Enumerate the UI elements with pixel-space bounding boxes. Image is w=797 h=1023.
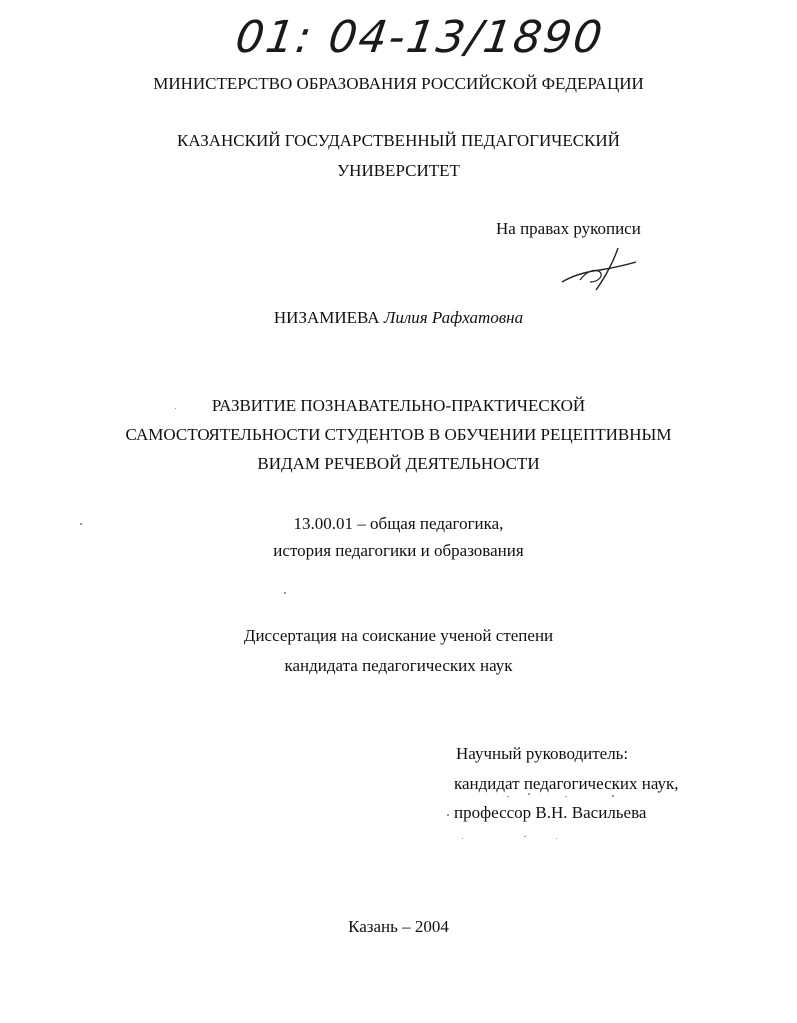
manuscript-rights-note: На правах рукописи xyxy=(496,219,641,238)
thesis-title-line3: ВИДАМ РЕЧЕВОЙ ДЕЯТЕЛЬНОСТИ xyxy=(257,454,540,473)
signature-icon xyxy=(560,246,640,292)
scan-speck xyxy=(565,796,567,797)
scan-speck xyxy=(80,523,82,525)
scan-speck xyxy=(507,796,509,797)
scan-speck xyxy=(556,838,557,839)
specialty-line2: история педагогики и образования xyxy=(273,541,524,560)
dissertation-type-line2: кандидата педагогических наук xyxy=(284,656,513,675)
city-and-year: Казань – 2004 xyxy=(348,917,449,936)
author-given-name: Лилия Рафхатовна xyxy=(383,308,524,327)
scan-speck xyxy=(462,838,463,839)
scan-speck xyxy=(175,408,176,409)
scan-speck xyxy=(528,793,530,795)
supervisor-label: Научный руководитель: xyxy=(456,744,629,763)
scan-speck xyxy=(612,795,614,797)
supervisor-degree: кандидат педагогических наук, xyxy=(454,774,679,793)
dissertation-type-line1: Диссертация на соискание ученой степени xyxy=(243,626,554,645)
scan-speck xyxy=(447,814,449,816)
scan-speck xyxy=(524,836,526,837)
thesis-title-line2: САМОСТОЯТЕЛЬНОСТИ СТУДЕНТОВ В ОБУЧЕНИИ РЕЦЕПТИВНЫМ xyxy=(125,425,672,444)
specialty-line1: 13.00.01 – общая педагогика, xyxy=(293,514,504,533)
thesis-title-line1: РАЗВИТИЕ ПОЗНАВАТЕЛЬНО-ПРАКТИЧЕСКОЙ xyxy=(211,396,586,415)
university-name-line2: УНИВЕРСИТЕТ xyxy=(337,161,460,180)
ministry-heading: МИНИСТЕРСТВО ОБРАЗОВАНИЯ РОССИЙСКОЙ ФЕДЕРАЦИИ xyxy=(153,74,644,93)
supervisor-name: профессор В.Н. Васильева xyxy=(454,803,647,822)
author-surname: НИЗАМИЕВА xyxy=(273,308,380,327)
author-name xyxy=(0,308,797,328)
handwritten-registry-number: 01: 04-13/1890 xyxy=(232,12,608,63)
university-name-line1: КАЗАНСКИЙ ГОСУДАРСТВЕННЫЙ ПЕДАГОГИЧЕСКИЙ xyxy=(177,131,620,150)
scan-speck xyxy=(284,592,286,594)
